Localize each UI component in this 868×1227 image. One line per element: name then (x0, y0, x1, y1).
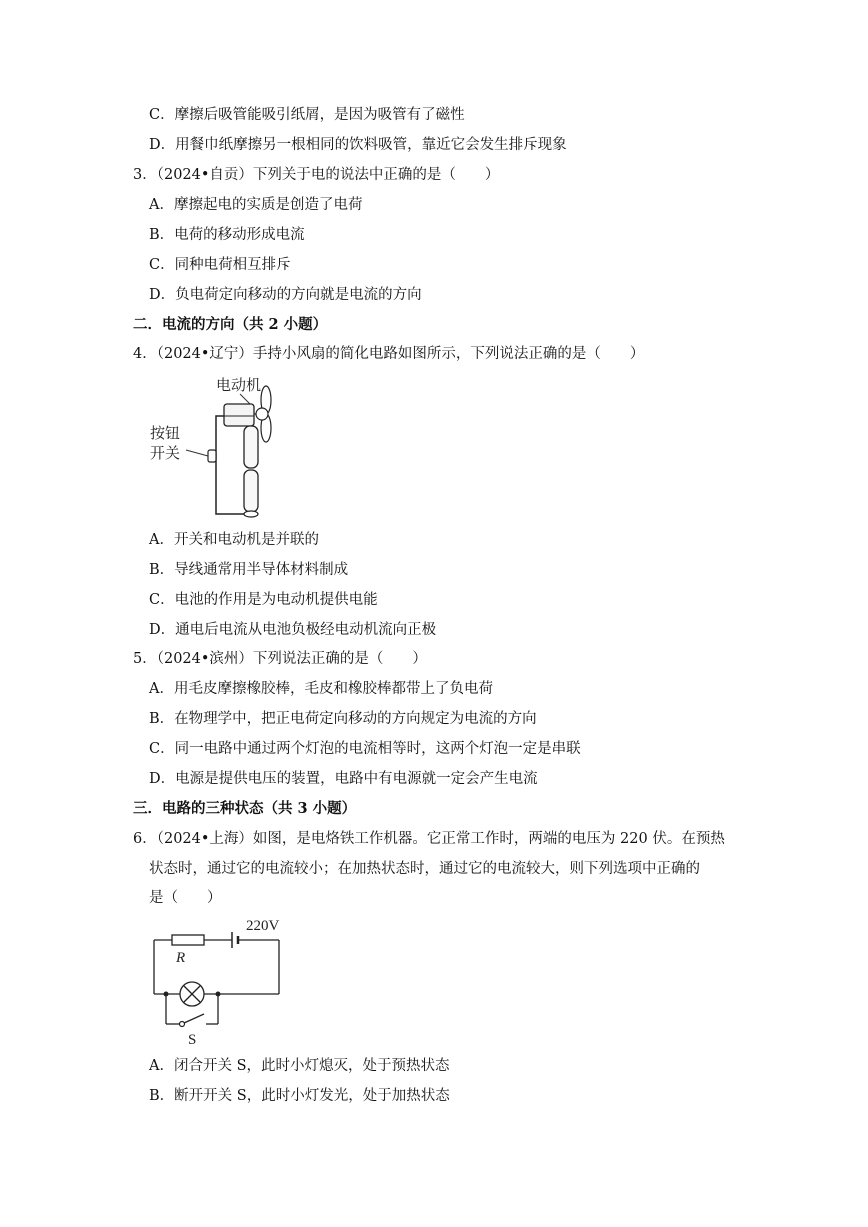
q4-option-d: D．通电后电流从电池负极经电动机流向正极 (149, 622, 437, 638)
q4-option-a: A．开关和电动机是并联的 (149, 532, 319, 548)
question-6-line-3: 是（ ） (149, 890, 222, 906)
q3-option-b: B．电荷的移动形成电流 (149, 227, 305, 243)
q3-option-d: D．负电荷定向移动的方向就是电流的方向 (149, 287, 422, 303)
q5-option-c: C．同一电路中通过两个灯泡的电流相等时，这两个灯泡一定是串联 (149, 741, 581, 757)
heater-circuit-diagram (146, 910, 291, 1050)
fan-circuit-diagram (148, 372, 288, 522)
resistor-label: R (176, 950, 186, 966)
question-6-line-1: 6．（2024•上海）如图，是电烙铁工作机器。它正常工作时，两端的电压为 220 伏。在预热 (133, 831, 725, 847)
q5-option-a: A．用毛皮摩擦橡胶棒，毛皮和橡胶棒都带上了负电荷 (149, 681, 493, 697)
q4-option-b: B．导线通常用半导体材料制成 (149, 562, 349, 578)
switch-label-1: 按钮 (150, 424, 181, 442)
section-3-heading: 三．电路的三种状态（共 3 小题） (133, 800, 357, 817)
section-2-heading: 二．电流的方向（共 2 小题） (133, 316, 328, 333)
q2-option-d: D．用餐巾纸摩擦另一根相同的饮料吸管，靠近它会发生排斥现象 (149, 137, 567, 153)
q4-option-c: C．电池的作用是为电动机提供电能 (149, 592, 378, 608)
question-4: 4．（2024•辽宁）手持小风扇的简化电路如图所示，下列说法正确的是（ ） (133, 346, 645, 362)
switch-label-2: 开关 (150, 444, 181, 462)
q2-option-c: C．摩擦后吸管能吸引纸屑，是因为吸管有了磁性 (149, 107, 465, 123)
q3-option-c: C．同种电荷相互排斥 (149, 257, 291, 273)
q5-option-b: B．在物理学中，把正电荷定向移动的方向规定为电流的方向 (149, 711, 537, 727)
q5-option-d: D．电源是提供电压的装置，电路中有电源就一定会产生电流 (149, 771, 538, 787)
switch-label: S (188, 1032, 197, 1048)
question-6-line-2: 状态时，通过它的电流较小；在加热状态时，通过它的电流较大，则下列选项中正确的 (149, 861, 700, 877)
q6-option-b: B．断开开关 S，此时小灯发光，处于加热状态 (149, 1088, 450, 1104)
motor-label: 电动机 (216, 376, 262, 394)
q3-option-a: A．摩擦起电的实质是创造了电荷 (149, 197, 363, 213)
question-3: 3．（2024•自贡）下列关于电的说法中正确的是（ ） (133, 167, 500, 183)
q6-option-a: A．闭合开关 S，此时小灯熄灭，处于预热状态 (149, 1058, 450, 1074)
question-5: 5．（2024•滨州）下列说法正确的是（ ） (133, 651, 427, 667)
voltage-label: 220V (246, 918, 280, 934)
